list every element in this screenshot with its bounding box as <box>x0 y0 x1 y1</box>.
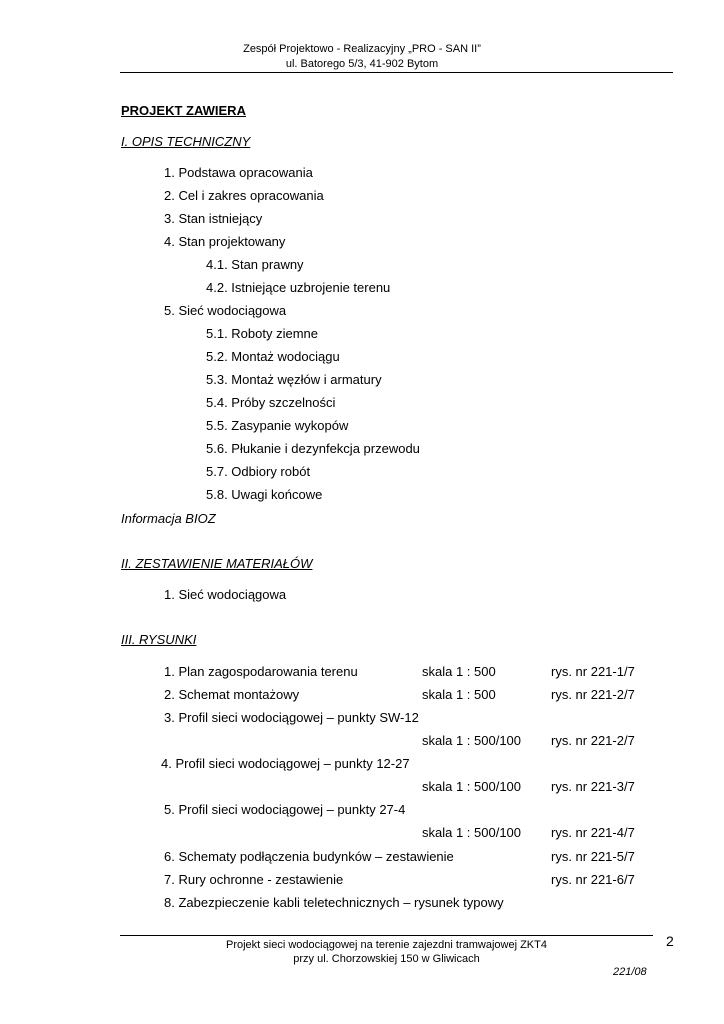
drawing-ref: rys. nr 221-2/7 <box>551 733 635 748</box>
list-item: 4.1. Stan prawny <box>206 257 304 272</box>
list-item: 5.1. Roboty ziemne <box>206 326 319 341</box>
drawing-name: 7. Rury ochronne - zestawienie <box>164 872 344 887</box>
list-item: 2. Cel i zakres opracowania <box>164 188 324 203</box>
document-number: 221/08 <box>613 966 647 978</box>
section-1-heading: I. OPIS TECHNICZNY <box>121 134 251 149</box>
list-item: 5. Sieć wodociągowa <box>164 303 287 318</box>
drawing-name: 5. Profil sieci wodociągowej – punkty 27-4 <box>164 802 406 817</box>
list-item: 4.2. Istniejące uzbrojenie terenu <box>206 280 391 295</box>
drawing-name: 8. Zabezpieczenie kabli teletechnicznych – rysunek typowy <box>164 895 504 910</box>
list-item: 1. Sieć wodociągowa <box>164 587 287 602</box>
drawing-ref: rys. nr 221-4/7 <box>551 825 635 840</box>
list-item: 4. Stan projektowany <box>164 234 286 249</box>
drawing-scale: skala 1 : 500 <box>422 664 496 679</box>
section-3-heading: III. RYSUNKI <box>121 632 197 647</box>
drawing-ref: rys. nr 221-6/7 <box>551 872 635 887</box>
drawing-ref: rys. nr 221-1/7 <box>551 664 635 679</box>
drawing-ref: rys. nr 221-5/7 <box>551 849 635 864</box>
drawing-name: 2. Schemat montażowy <box>164 687 300 702</box>
list-item: 3. Stan istniejący <box>164 211 263 226</box>
drawing-scale: skala 1 : 500/100 <box>422 825 522 840</box>
list-item: 5.5. Zasypanie wykopów <box>206 418 349 433</box>
drawing-name: 1. Plan zagospodarowania terenu <box>164 664 358 679</box>
list-item: 5.4. Próby szczelności <box>206 395 336 410</box>
list-item: 5.8. Uwagi końcowe <box>206 487 323 502</box>
header-line-1: Zespół Projektowo - Realizacyjny „PRO - SAN II” <box>243 43 481 55</box>
drawing-scale: skala 1 : 500/100 <box>422 779 522 794</box>
page-title: PROJEKT ZAWIERA <box>121 103 246 118</box>
list-item: 5.7. Odbiory robót <box>206 464 311 479</box>
drawing-name: 4. Profil sieci wodociągowej – punkty 12-27 <box>161 756 410 771</box>
list-item: 5.2. Montaż wodociągu <box>206 349 340 364</box>
page-number: 2 <box>666 933 674 949</box>
section-2-heading: II. ZESTAWIENIE MATERIAŁÓW <box>121 556 313 571</box>
list-item: 1. Podstawa opracowania <box>164 165 313 180</box>
footer-line-1: Projekt sieci wodociągowej na terenie zajezdni tramwajowej ZKT4 <box>226 939 547 951</box>
header-line-2: ul. Batorego 5/3, 41-902 Bytom <box>285 58 439 70</box>
drawing-scale: skala 1 : 500/100 <box>422 733 522 748</box>
header-rule <box>120 72 673 73</box>
footer-line-2: przy ul. Chorzowskiej 150 w Gliwicach <box>293 953 480 965</box>
drawing-scale: skala 1 : 500 <box>422 687 496 702</box>
footer-rule <box>120 935 653 936</box>
list-item: 5.3. Montaż węzłów i armatury <box>206 372 382 387</box>
bioz-info: Informacja BIOZ <box>121 511 216 526</box>
drawing-name: 6. Schematy podłączenia budynków – zestawienie <box>164 849 454 864</box>
list-item: 5.6. Płukanie i dezynfekcja przewodu <box>206 441 420 456</box>
drawing-name: 3. Profil sieci wodociągowej – punkty SW-12 <box>164 710 419 725</box>
drawing-ref: rys. nr 221-3/7 <box>551 779 635 794</box>
drawing-ref: rys. nr 221-2/7 <box>551 687 635 702</box>
